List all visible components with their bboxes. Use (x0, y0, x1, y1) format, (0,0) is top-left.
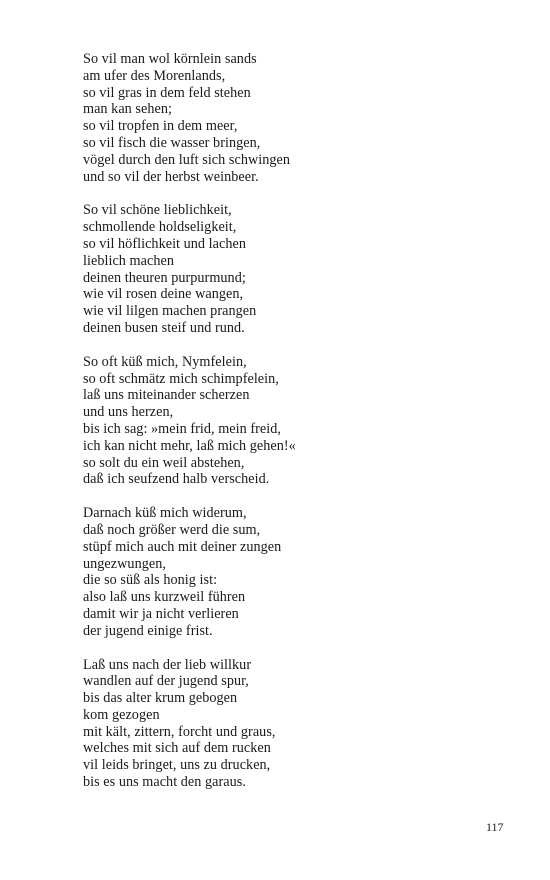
poem-line: So oft küß mich, Nymfelein, (83, 353, 247, 370)
poem-line: man kan sehen; (83, 101, 172, 118)
poem-line: also laß uns kurzweil führen (83, 589, 246, 606)
poem-line: wandlen auf der jugend spur, (83, 673, 249, 690)
poem-line: und uns herzen, (83, 404, 174, 421)
poem-line: schmollende holdseligkeit, (83, 219, 237, 236)
poem-line: vil leids bringet, uns zu drucken, (83, 757, 271, 774)
poem-line: so vil tropfen in dem meer, (83, 118, 238, 135)
poem-line: ungezwungen, (83, 555, 166, 572)
poem-line: der jugend einige frist. (83, 622, 213, 639)
stanza-5 (83, 657, 523, 791)
poem-line: bis es uns macht den garaus. (83, 774, 246, 791)
poem-line: deinen theuren purpurmund; (83, 269, 246, 286)
poem-line: So vil schöne lieblichkeit, (83, 202, 232, 219)
stanza-4 (83, 505, 523, 639)
poem-line: lieblich machen (83, 252, 174, 269)
poem-line: mit kält, zittern, forcht und graus, (83, 723, 276, 740)
stanza-3 (83, 354, 523, 488)
poem-line: so vil fisch die wasser bringen, (83, 134, 261, 151)
poem-line: wie vil rosen deine wangen, (83, 286, 244, 303)
poem-line: am ufer des Morenlands, (83, 67, 226, 84)
poem-line: und so vil der herbst weinbeer. (83, 168, 259, 185)
poem-line: daß ich seufzend halb verscheid. (83, 471, 270, 488)
poem-line: Laß uns nach der lieb willkur (83, 656, 252, 673)
poem-line: so solt du ein weil abstehen, (83, 454, 245, 471)
poem-line: wie vil lilgen machen prangen (83, 303, 257, 320)
poem-line: laß uns miteinander scherzen (83, 387, 250, 404)
poem-line: so vil höflichkeit und lachen (83, 235, 246, 252)
poem-line: damit wir ja nicht verlieren (83, 605, 239, 622)
poem-line: bis ich sag: »mein frid, mein freid, (83, 420, 282, 437)
poem (83, 51, 523, 808)
poem-line: so vil gras in dem feld stehen (83, 84, 251, 101)
poem-line: die so süß als honig ist: (83, 572, 218, 589)
poem-line: ich kan nicht mehr, laß mich gehen!« (83, 437, 296, 454)
poem-line: daß noch größer werd die sum, (83, 521, 261, 538)
poem-line: welches mit sich auf dem rucken (83, 740, 271, 757)
stanza-1 (83, 51, 523, 185)
stanza-2 (83, 202, 523, 336)
poem-line: vögel durch den luft sich schwingen (83, 151, 291, 168)
poem-line: so oft schmätz mich schimpfelein, (83, 370, 279, 387)
poem-line: bis das alter krum gebogen (83, 690, 238, 707)
poem-line: deinen busen steif und rund. (83, 319, 245, 336)
poem-line: Darnach küß mich widerum, (83, 505, 247, 522)
poem-line: So vil man wol körnlein sands (83, 51, 257, 67)
poem-line: stüpf mich auch mit deiner zungen (83, 538, 282, 555)
page-number: 117 (486, 820, 504, 834)
poem-line: kom gezogen (83, 706, 160, 723)
